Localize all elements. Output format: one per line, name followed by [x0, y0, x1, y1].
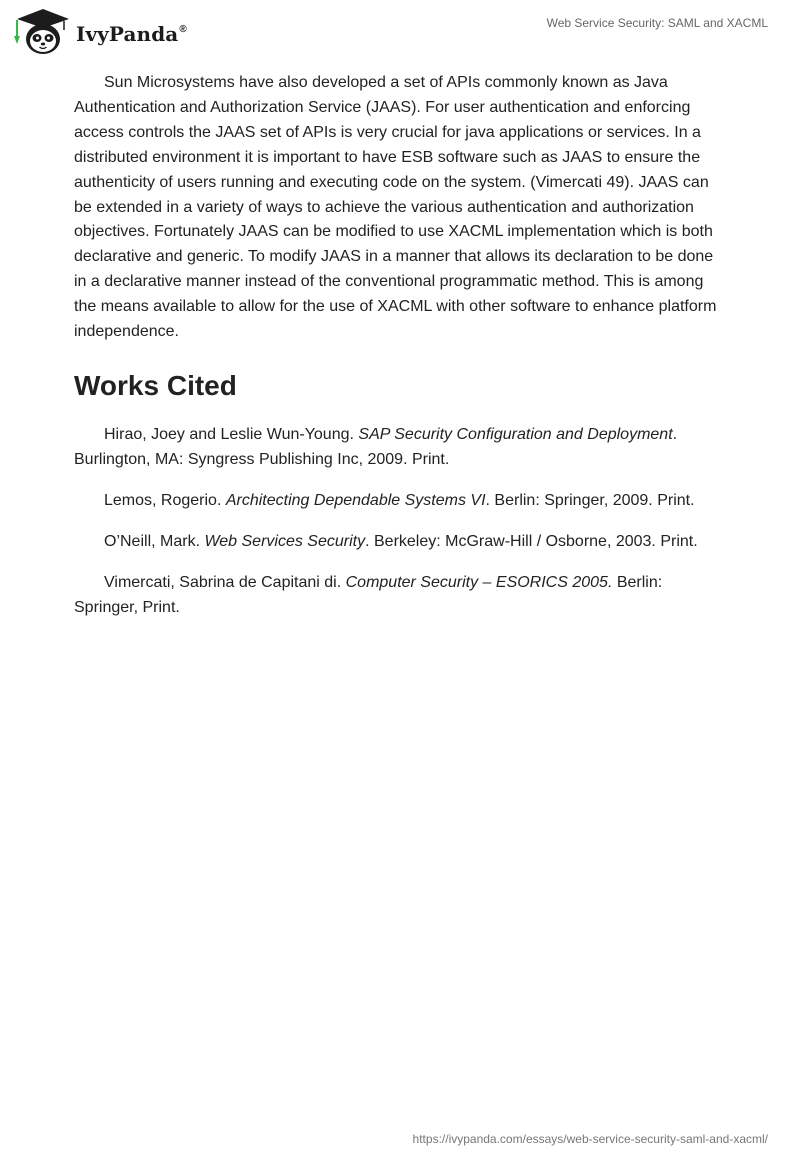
citation-author: O’Neill, Mark. [104, 532, 205, 550]
citation-title: SAP Security Configuration and Deployment [358, 425, 673, 443]
citation-entry [74, 423, 724, 473]
citation-author: Lemos, Rogerio. [104, 491, 226, 509]
panda-graduation-cap-icon [14, 8, 72, 56]
source-url[interactable]: https://ivypanda.com/essays/web-service-security-saml-and-xacml/ [412, 1132, 768, 1146]
citation-details: . Berlin: Springer, 2009. Print. [485, 491, 695, 509]
citation-details: . Burlington, MA: Syngress Publishing Inc, 2009. Print. [74, 425, 678, 468]
page-header [0, 0, 800, 62]
citation-author: Hirao, Joey and Leslie Wun-Young. [104, 425, 359, 443]
citation-entry [74, 530, 724, 555]
citation-author: Vimercati, Sabrina de Capitani di. [104, 573, 346, 591]
citation-details: Berlin: Springer, Print. [74, 573, 663, 616]
running-title: Web Service Security: SAML and XACML [546, 16, 768, 30]
essay-content [74, 71, 724, 636]
registered-mark: ® [179, 24, 187, 35]
citation-details: . Berkeley: McGraw-Hill / Osborne, 2003. Print. [365, 532, 698, 550]
citation-title: Web Services Security [204, 532, 366, 550]
citation-entry [74, 489, 724, 514]
brand-name [76, 22, 187, 46]
citation-entry [74, 571, 724, 621]
citation-title: Architecting Dependable Systems VI [225, 491, 486, 509]
brand-name-text: IvyPanda [76, 22, 179, 46]
works-cited-list [74, 423, 724, 620]
body-paragraph: Sun Microsystems have also developed a set of APIs commonly known as Java Authentication and Authorization Service (JAAS). For user authentication and enforcing access controls the JAAS set of APIs is very crucial for java applications or services. In a distributed environment it is important to have ESB software such as JAAS to ensure the authenticity of users running and executing code on the system. (Vimercati 49). JAAS can be extended in a variety of ways to achieve the various authentication and authorization objectives. Fortunately JAAS can be modified to use XACML implementation which is both declarative and generic. To modify JAAS in a manner that allows its declaration to be done in a declarative manner instead of the conventional programmatic method. This is among the means available to allow for the use of XACML with other software to enhance platform independence. [74, 74, 717, 341]
citation-title: Computer Security – ESORICS 2005. [345, 573, 613, 591]
brand-logo[interactable] [14, 8, 187, 56]
works-cited-heading: Works Cited [74, 369, 237, 401]
